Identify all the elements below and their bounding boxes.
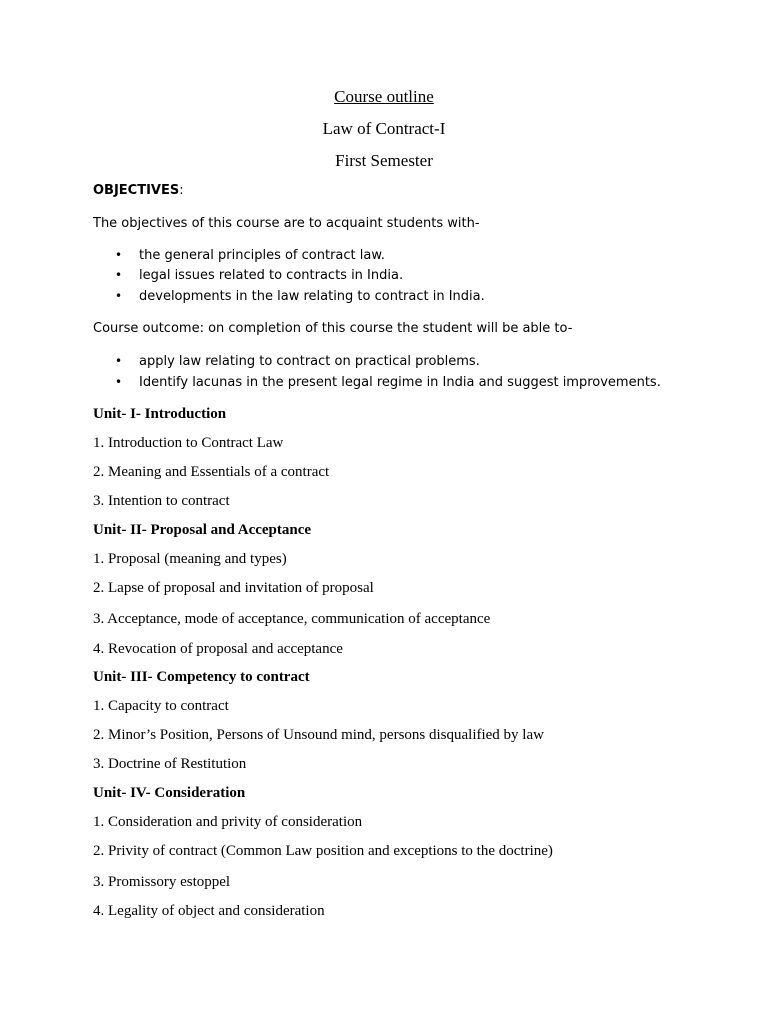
course-title: Law of Contract-I bbox=[322, 119, 446, 138]
unit-item: 2. Privity of contract (Common Law position and exceptions to the doctrine) bbox=[93, 843, 553, 859]
unit-item: 3. Doctrine of Restitution bbox=[93, 756, 247, 772]
unit-item: 4. Revocation of proposal and acceptance bbox=[93, 641, 343, 657]
unit-item: 1. Proposal (meaning and types) bbox=[93, 551, 287, 567]
unit-item: 4. Legality of object and consideration bbox=[93, 903, 325, 919]
unit-item: 1. Capacity to contract bbox=[93, 698, 229, 714]
unit-item: 1. Introduction to Contract Law bbox=[93, 435, 284, 451]
outcome-intro: Course outcome: on completion of this course the student will be able to- bbox=[93, 321, 573, 336]
unit-heading: Unit- III- Competency to contract bbox=[93, 669, 310, 685]
course-outline-heading: Course outline bbox=[334, 87, 434, 106]
unit-item: 3. Intention to contract bbox=[93, 493, 230, 509]
objectives-intro: The objectives of this course are to acquaint students with- bbox=[93, 216, 480, 231]
objectives-heading-colon: : bbox=[179, 183, 184, 198]
bullet-marker: • bbox=[115, 354, 123, 368]
objective-item: the general principles of contract law. bbox=[139, 248, 385, 263]
unit-item: 3. Promissory estoppel bbox=[93, 874, 231, 890]
outcome-item: Identify lacunas in the present legal regime in India and suggest improvements. bbox=[139, 375, 661, 390]
unit-heading: Unit- I- Introduction bbox=[93, 406, 227, 422]
unit-heading: Unit- II- Proposal and Acceptance bbox=[93, 522, 312, 538]
objectives-heading-line bbox=[93, 183, 184, 198]
objective-item: developments in the law relating to contract in India. bbox=[139, 289, 485, 304]
semester-label: First Semester bbox=[335, 151, 433, 170]
unit-item: 2. Lapse of proposal and invitation of proposal bbox=[93, 580, 374, 596]
bullet-marker: • bbox=[115, 268, 123, 282]
bullet-marker: • bbox=[115, 248, 123, 262]
bullet-marker: • bbox=[115, 289, 123, 303]
unit-item: 2. Meaning and Essentials of a contract bbox=[93, 464, 330, 480]
objectives-heading: OBJECTIVES bbox=[93, 183, 180, 198]
unit-heading: Unit- IV- Consideration bbox=[93, 785, 246, 801]
unit-item: 3. Acceptance, mode of acceptance, communication of acceptance bbox=[93, 611, 491, 627]
bullet-marker: • bbox=[115, 375, 123, 389]
unit-item: 2. Minor’s Position, Persons of Unsound mind, persons disqualified by law bbox=[93, 727, 544, 743]
objective-item: legal issues related to contracts in India. bbox=[139, 268, 404, 283]
unit-item: 1. Consideration and privity of consideration bbox=[93, 814, 363, 830]
outcome-item: apply law relating to contract on practical problems. bbox=[139, 354, 480, 369]
